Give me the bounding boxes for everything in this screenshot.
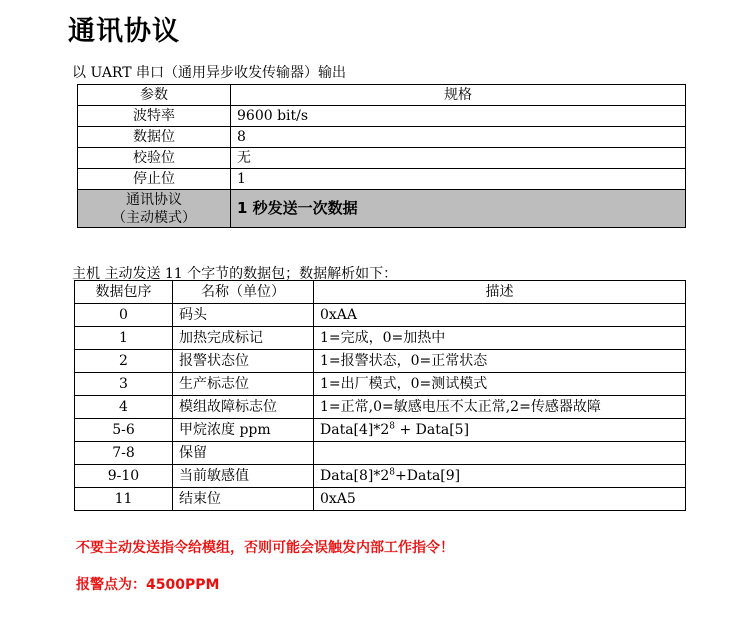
seq-cell: 9-10 (75, 465, 173, 488)
desc-formula-exponent: 8 (389, 420, 396, 431)
seq-cell: 2 (75, 350, 173, 373)
seq-cell: 1 (75, 327, 173, 350)
name-cell: 加热完成标记 (173, 327, 314, 350)
table-row (75, 373, 686, 396)
desc-cell (314, 442, 686, 465)
protocol-mode-label (78, 190, 231, 228)
alarm-point-text: 报警点为：4500PPM (76, 577, 220, 593)
table-row (75, 396, 686, 419)
table-row (78, 106, 686, 127)
seq-cell: 3 (75, 373, 173, 396)
seq-cell: 0 (75, 304, 173, 327)
param-label: 停止位 (78, 169, 231, 190)
packet-intro-text: 主机 主动发送 11 个字节的数据包；数据解析如下： (72, 266, 398, 282)
name-cell: 保留 (173, 442, 314, 465)
header-seq: 数据包序 (75, 281, 173, 304)
name-cell: 码头 (173, 304, 314, 327)
param-label: 数据位 (78, 127, 231, 148)
table-row (75, 350, 686, 373)
seq-cell: 11 (75, 488, 173, 511)
desc-formula-exponent: 8 (389, 466, 396, 477)
protocol-mode-value: 1 秒发送一次数据 (231, 190, 686, 228)
header-spec: 规格 (231, 85, 686, 106)
warning-text: 不要主动发送指令给模组，否则可能会误触发内部工作指令！ (76, 540, 454, 556)
protocol-mode-label-line1: 通讯协议 (126, 191, 182, 208)
packet-table (74, 280, 686, 511)
desc-cell: 0xA5 (314, 488, 686, 511)
name-cell: 生产标志位 (173, 373, 314, 396)
seq-cell: 7-8 (75, 442, 173, 465)
header-name: 名称（单位） (173, 281, 314, 304)
name-cell: 报警状态位 (173, 350, 314, 373)
protocol-mode-label-line2: （主动模式） (112, 209, 196, 226)
param-label: 波特率 (78, 106, 231, 127)
desc-cell: 1=出厂模式，0=测试模式 (314, 373, 686, 396)
desc-formula-part: Data[4]*2 (320, 421, 390, 438)
page-title: 通讯协议 (68, 16, 180, 47)
header-param: 参数 (78, 85, 231, 106)
seq-cell: 5-6 (75, 419, 173, 442)
table-row (78, 148, 686, 169)
name-cell: 甲烷浓度 ppm (173, 419, 314, 442)
param-value: 9600 bit/s (231, 106, 686, 127)
table-row (78, 169, 686, 190)
table-row (75, 442, 686, 465)
desc-cell (314, 419, 686, 442)
table-row (75, 304, 686, 327)
desc-cell: 1=完成，0=加热中 (314, 327, 686, 350)
name-cell: 当前敏感值 (173, 465, 314, 488)
protocol-mode-row (78, 190, 686, 228)
desc-cell: 1=报警状态，0=正常状态 (314, 350, 686, 373)
seq-cell: 4 (75, 396, 173, 419)
desc-formula-part: Data[8]*2 (320, 467, 390, 484)
table-header-row (75, 281, 686, 304)
table-row (75, 327, 686, 350)
uart-parameter-table (77, 84, 686, 228)
table-row (75, 488, 686, 511)
table-row (75, 419, 686, 442)
param-value: 8 (231, 127, 686, 148)
desc-formula-part: + Data[5] (395, 421, 470, 438)
table-header-row (78, 85, 686, 106)
header-desc: 描述 (314, 281, 686, 304)
uart-intro-text: 以 UART 串口（通用异步收发传输器）输出 (72, 65, 347, 81)
table-row (75, 465, 686, 488)
param-value: 1 (231, 169, 686, 190)
param-label: 校验位 (78, 148, 231, 169)
desc-cell (314, 465, 686, 488)
name-cell: 模组故障标志位 (173, 396, 314, 419)
param-value: 无 (231, 148, 686, 169)
name-cell: 结束位 (173, 488, 314, 511)
desc-formula-part: +Data[9] (395, 467, 461, 484)
desc-cell: 1=正常,0=敏感电压不太正常,2=传感器故障 (314, 396, 686, 419)
desc-cell: 0xAA (314, 304, 686, 327)
table-row (78, 127, 686, 148)
